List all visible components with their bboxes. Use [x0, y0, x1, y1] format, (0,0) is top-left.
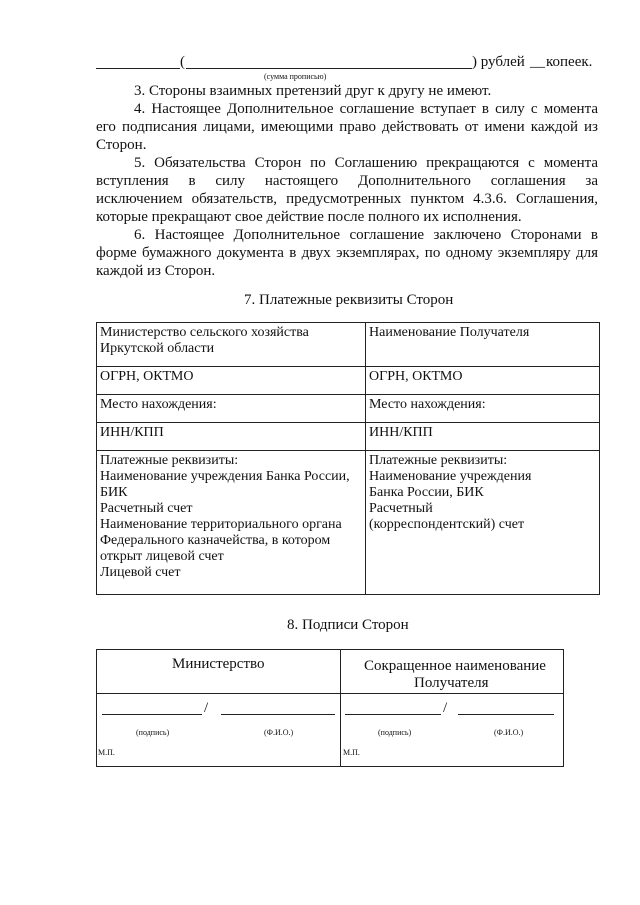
ministry-inn-cell: ИНН/КПП [97, 423, 366, 451]
paragraph-4-line-2: его подписания лицами, имеющими право действовать от имени каждой из [96, 119, 598, 135]
ministry-payment-line: Расчетный счет [100, 501, 193, 516]
section-7-heading: 7. Платежные реквизиты Сторон [244, 292, 454, 308]
recipient-signature-title-line-2: Получателя [414, 675, 489, 691]
amount-in-words-blank [186, 68, 472, 69]
paragraph-5-line-4: которые прекращают свое действие после полного их исполнения. [96, 209, 522, 225]
ministry-signature-title: Министерство [172, 656, 265, 672]
recipient-stamp-label: М.П. [343, 748, 360, 757]
recipient-signature-title-line-1: Сокращенное наименование [364, 658, 546, 674]
table-row [97, 423, 600, 451]
ministry-payment-line: Наименование территориального органа [100, 517, 342, 532]
recipient-ogrn-cell: ОГРН, ОКТМО [366, 367, 600, 395]
ministry-payment-line: открыт лицевой счет [100, 549, 224, 564]
recipient-payment-line: Платежные реквизиты: [369, 453, 508, 468]
table-row [97, 451, 600, 595]
amount-rubles-label: ) рублей [472, 54, 525, 70]
ministry-stamp-label: М.П. [98, 748, 115, 757]
paragraph-6-line-1: 6. Настоящее Дополнительное соглашение заключено Сторонами в [134, 227, 598, 243]
ministry-address-cell: Место нахождения: [97, 395, 366, 423]
recipient-payment-line: Банка России, БИК [369, 485, 484, 500]
recipient-signature-line [345, 714, 441, 715]
ministry-payment-line: Федерального казначейства, в котором [100, 533, 331, 548]
ministry-signature-caption: (подпись) [136, 728, 170, 737]
amount-caption: (сумма прописью) [264, 72, 327, 81]
paragraph-5-line-2: вступления в силу настоящего Дополнительного соглашения за [96, 173, 598, 189]
recipient-payment-line: Расчетный [369, 501, 433, 516]
payment-details-table [96, 322, 600, 595]
recipient-payment-line: Наименование учреждения [369, 469, 532, 484]
signatures-divider [340, 649, 341, 766]
recipient-signature-caption: (подпись) [378, 728, 412, 737]
ministry-fio-line [221, 714, 335, 715]
recipient-signature-slash: / [443, 700, 448, 716]
kopecks-blank: __ [530, 54, 545, 70]
recipient-fio-line [458, 714, 554, 715]
table-row [97, 395, 600, 423]
amount-open-paren: ( [180, 54, 185, 70]
recipient-inn-cell: ИНН/КПП [366, 423, 600, 451]
recipient-address-cell: Место нахождения: [366, 395, 600, 423]
table-row [97, 323, 600, 367]
recipient-payment-cell [366, 451, 600, 595]
ministry-payment-line: Лицевой счет [100, 565, 181, 580]
ministry-payment-line: БИК [100, 485, 128, 500]
ministry-payment-cell [97, 451, 366, 595]
recipient-name-cell: Наименование Получателя [366, 323, 600, 367]
ministry-fio-caption: (Ф.И.О.) [264, 728, 294, 737]
recipient-fio-caption: (Ф.И.О.) [494, 728, 524, 737]
signatures-title-divider [96, 693, 563, 694]
paragraph-4-line-3: Сторон. [96, 137, 147, 153]
paragraph-5-line-1: 5. Обязательства Сторон по Соглашению прекращаются с момента [134, 155, 598, 171]
paragraph-5-line-3: исключением обязательств, предусмотренных пунктом 4.3.6. Соглашения, [96, 191, 598, 207]
ministry-signature-line [102, 714, 202, 715]
paragraph-3: 3. Стороны взаимных претензий друг к другу не имеют. [134, 83, 492, 99]
section-8-heading: 8. Подписи Сторон [287, 617, 409, 633]
ministry-payment-line: Наименование учреждения Банка России, [100, 469, 350, 484]
ministry-payment-line: Платежные реквизиты: [100, 453, 239, 468]
ministry-signature-slash: / [204, 700, 209, 716]
kopecks-label: копеек. [546, 54, 593, 70]
amount-blank-left [96, 68, 180, 69]
paragraph-4-line-1: 4. Настоящее Дополнительное соглашение вступает в силу с момента [134, 101, 598, 117]
recipient-payment-line: (корреспондентский) счет [369, 517, 525, 532]
ministry-name-cell: Министерство сельского хозяйства Иркутской области [97, 323, 366, 367]
ministry-ogrn-cell: ОГРН, ОКТМО [97, 367, 366, 395]
paragraph-6-line-3: каждой из Сторон. [96, 263, 216, 279]
table-row [97, 367, 600, 395]
paragraph-6-line-2: форме бумажного документа в двух экземплярах, по одному экземпляру для [96, 245, 598, 261]
